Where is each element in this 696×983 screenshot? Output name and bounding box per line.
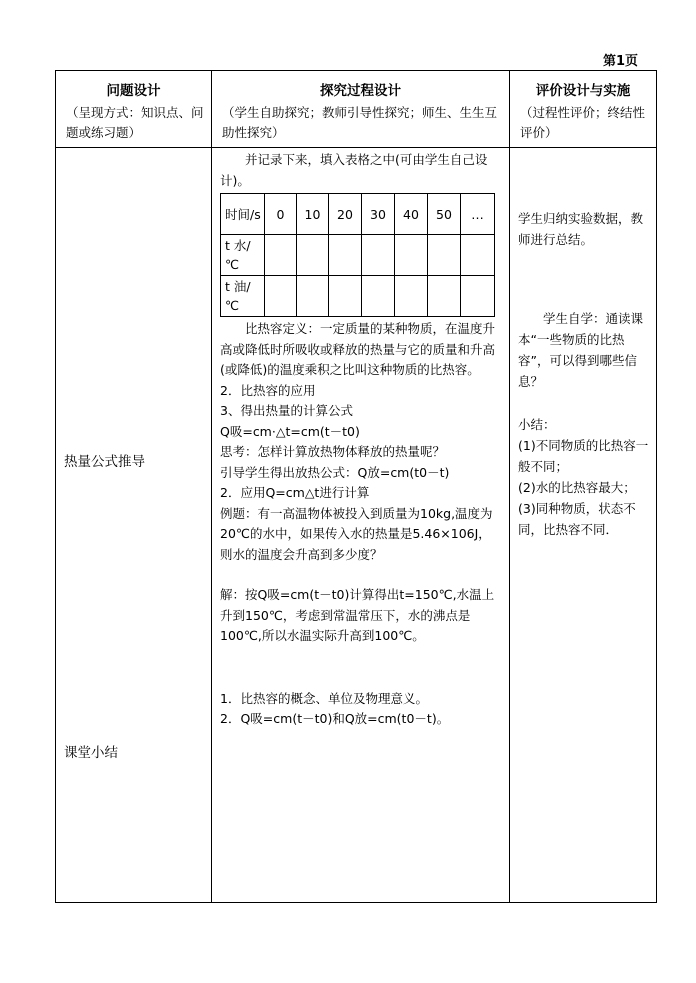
header-col2-sub: （学生自助探究；教师引导性探究；师生、生生互助性探究） xyxy=(222,105,498,140)
eval-summary-item: (1)不同物质的比热容一般不同； xyxy=(518,438,649,474)
topic-formula: 热量公式推导 xyxy=(64,454,145,470)
time-header: 0 xyxy=(265,194,297,235)
eval-summary-item: (2)水的比热容最大； xyxy=(518,480,636,495)
table-cell xyxy=(395,276,428,317)
water-label: t 水/℃ xyxy=(221,235,265,276)
header-col3-sub: （过程性评价；终结性评价） xyxy=(520,105,646,140)
time-header: 20 xyxy=(329,194,362,235)
eval-note-2: 学生自学：通读课本“一些物质的比热容”，可以得到哪些信息？ xyxy=(518,311,644,389)
topic-summary: 课堂小结 xyxy=(64,745,118,761)
text-line: 3、得出热量的计算公式 xyxy=(220,403,353,418)
text-line: 2．比热容的应用 xyxy=(220,382,316,398)
header-col2 xyxy=(212,71,510,148)
table-cell xyxy=(428,235,461,276)
table-cell xyxy=(329,276,362,317)
record-row-time xyxy=(221,194,495,235)
header-col1 xyxy=(56,71,212,148)
table-cell xyxy=(297,235,329,276)
definition-text: 比热容定义：一定质量的某种物质，在温度升高或降低时所吸收或释放的热量与它的质量和升高(或降低)的温度乘积之比叫这种物质的比热容。 xyxy=(220,321,496,377)
time-header: 30 xyxy=(362,194,395,235)
text-line: 2．应用Q=cm△t进行计算 xyxy=(220,485,370,500)
header-col3-title: 评价设计与实施 xyxy=(535,83,631,99)
record-row-water xyxy=(221,235,495,276)
header-row xyxy=(56,71,657,148)
summary-line-2: 2．Q吸=cm(t－t0)和Q放=cm(t0－t)。 xyxy=(220,711,450,726)
summary-line-1: 1．比热容的概念、单位及物理意义。 xyxy=(220,690,428,706)
table-cell xyxy=(265,235,297,276)
time-header: 10 xyxy=(297,194,329,235)
record-row-oil xyxy=(221,276,495,317)
table-cell xyxy=(265,276,297,317)
text-line: 思考：怎样计算放热物体释放的热量呢？ xyxy=(220,444,446,459)
formula-absorb: Q吸=cm·△t=cm(t－t0) xyxy=(220,423,360,439)
page-number: 第1页 xyxy=(603,54,639,69)
eval-note-1: 学生归纳实验数据，教师进行总结。 xyxy=(518,211,644,247)
example-text: 例题：有一高温物体被投入到质量为10kg,温度为20℃的水中，如果传入水的热量是5.46×106J，则水的温度会升高到多少度？ xyxy=(220,505,493,562)
eval-summary-title: 小结： xyxy=(518,417,556,432)
topic-column xyxy=(56,148,212,903)
table-cell xyxy=(461,235,495,276)
lesson-table xyxy=(55,70,657,903)
table-cell xyxy=(461,276,495,317)
header-col1-title: 问题设计 xyxy=(106,83,161,99)
process-column xyxy=(212,148,510,903)
time-label: 时间/s xyxy=(221,194,265,235)
time-header: 40 xyxy=(395,194,428,235)
evaluation-column xyxy=(510,148,657,903)
table-cell xyxy=(395,235,428,276)
table-cell xyxy=(362,276,395,317)
intro-text: 并记录下来，填入表格之中(可由学生自己设计)。 xyxy=(220,152,488,188)
time-header: 50 xyxy=(428,194,461,235)
table-cell xyxy=(329,235,362,276)
header-col2-title: 探究过程设计 xyxy=(320,83,401,99)
table-cell xyxy=(362,235,395,276)
solution-text: 解：按Q吸=cm(t－t0)计算得出t=150℃,水温上升到150℃，考虑到常温常压下，水的沸点是100℃,所以水温实际升高到100℃。 xyxy=(220,587,495,643)
time-header: … xyxy=(461,194,495,235)
table-cell xyxy=(428,276,461,317)
header-col1-sub: （呈现方式：知识点、问题或练习题） xyxy=(66,105,204,140)
record-table xyxy=(220,193,495,317)
header-col3 xyxy=(510,71,657,148)
body-row xyxy=(56,148,657,903)
eval-summary-item: (3)同种物质，状态不同，比热容不同． xyxy=(518,501,636,537)
formula-release: 引导学生得出放热公式：Q放=cm(t0－t) xyxy=(220,464,450,480)
table-cell xyxy=(297,276,329,317)
oil-label: t 油/℃ xyxy=(221,276,265,317)
